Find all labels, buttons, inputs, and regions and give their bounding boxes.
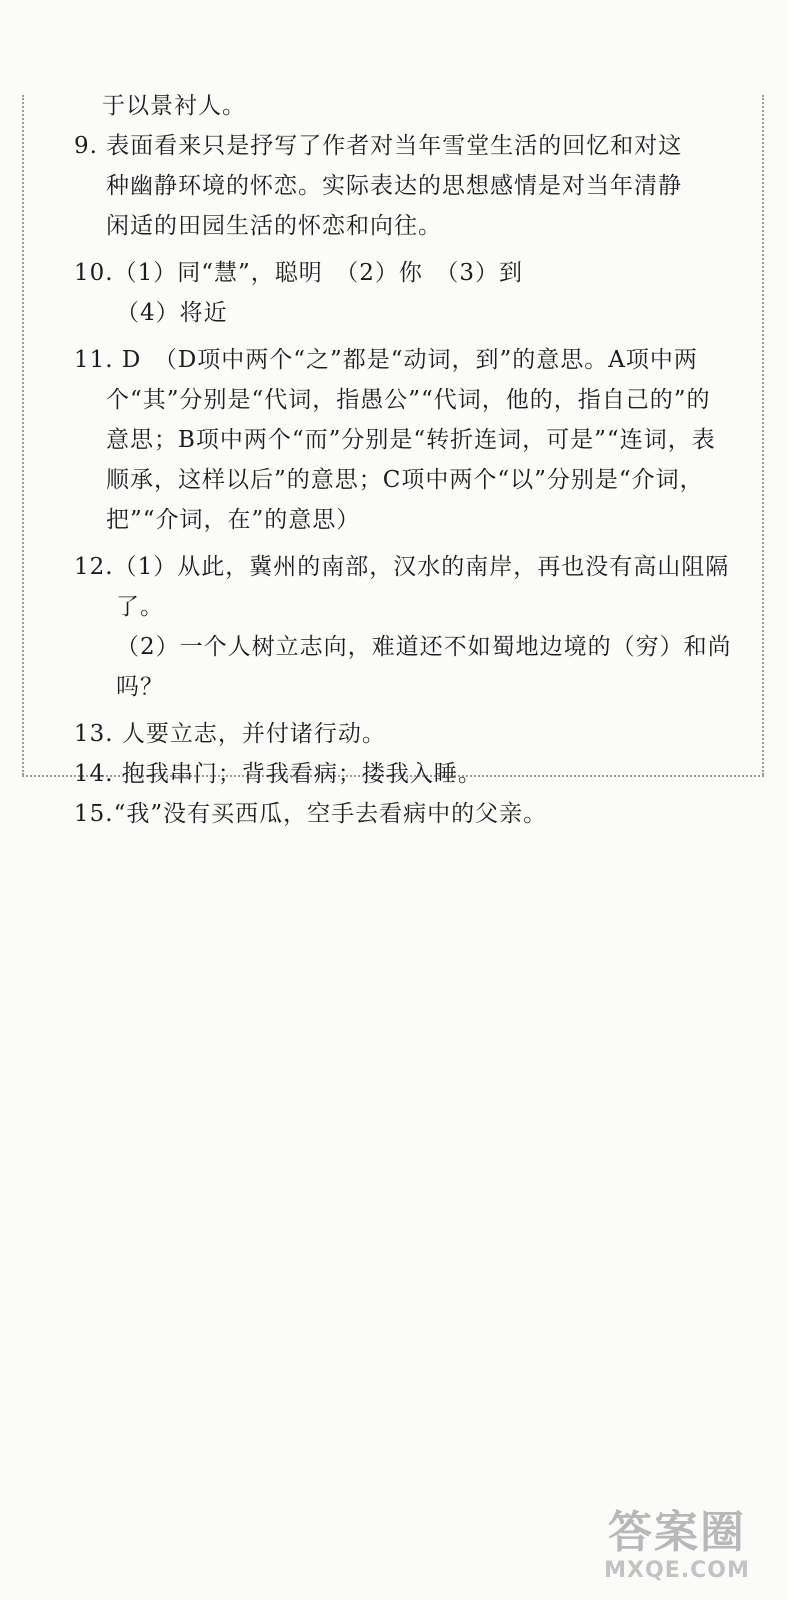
answer-15: 15.“我”没有买西瓜，空手去看病中的父亲。 [74,801,548,827]
dotted-border-right [762,95,764,775]
answer-11-line-5: 把”“介词，在”的意思） [106,507,361,533]
answer-12-line-2: 了。 [116,594,164,620]
answer-10-line-2: （4）将近 [116,300,228,326]
watermark-domain: MXQE.COM [604,1558,750,1583]
answer-11-line-2: 个“其”分别是“代词，指愚公”“代词，他的，指自己的”的 [106,387,711,413]
answer-13: 13. 人要立志，并付诸行动。 [74,721,386,747]
site-watermark [577,1508,777,1592]
answer-9-line-2: 种幽静环境的怀恋。实际表达的思想感情是对当年清静 [106,173,682,199]
answer-14: 14. 抱我串门；背我看病；搂我入睡。 [74,761,482,787]
answer-12-line-1: 12.（1）从此，冀州的南部，汉水的南岸，再也没有高山阻隔 [74,554,730,580]
answer-12-line-4: 吗？ [116,674,164,700]
answer-line: 于以景衬人。 [102,93,246,119]
answer-10-line-1: 10.（1）同“慧”，聪明 （2）你 （3）到 [74,260,523,286]
answer-9-line-1: 9. 表面看来只是抒写了作者对当年雪堂生活的回忆和对这 [74,133,683,159]
dotted-border-left [22,95,24,775]
answer-11-line-1: 11. D （D项中两个“之”都是“动词，到”的意思。A项中两 [74,347,698,373]
answer-text-block [74,86,734,834]
answer-9-line-3: 闲适的田园生活的怀恋和向往。 [106,213,442,239]
watermark-logo-text: 答案圈 [608,1507,746,1558]
answer-11-line-4: 顺承，这样以后”的意思；C项中两个“以”分别是“介词， [106,467,704,493]
answer-11-line-3: 意思；B项中两个“而”分别是“转折连词，可是”“连词，表 [106,427,716,453]
answer-12-line-3: （2）一个人树立志向，难道还不如蜀地边境的（穷）和尚 [116,634,732,660]
